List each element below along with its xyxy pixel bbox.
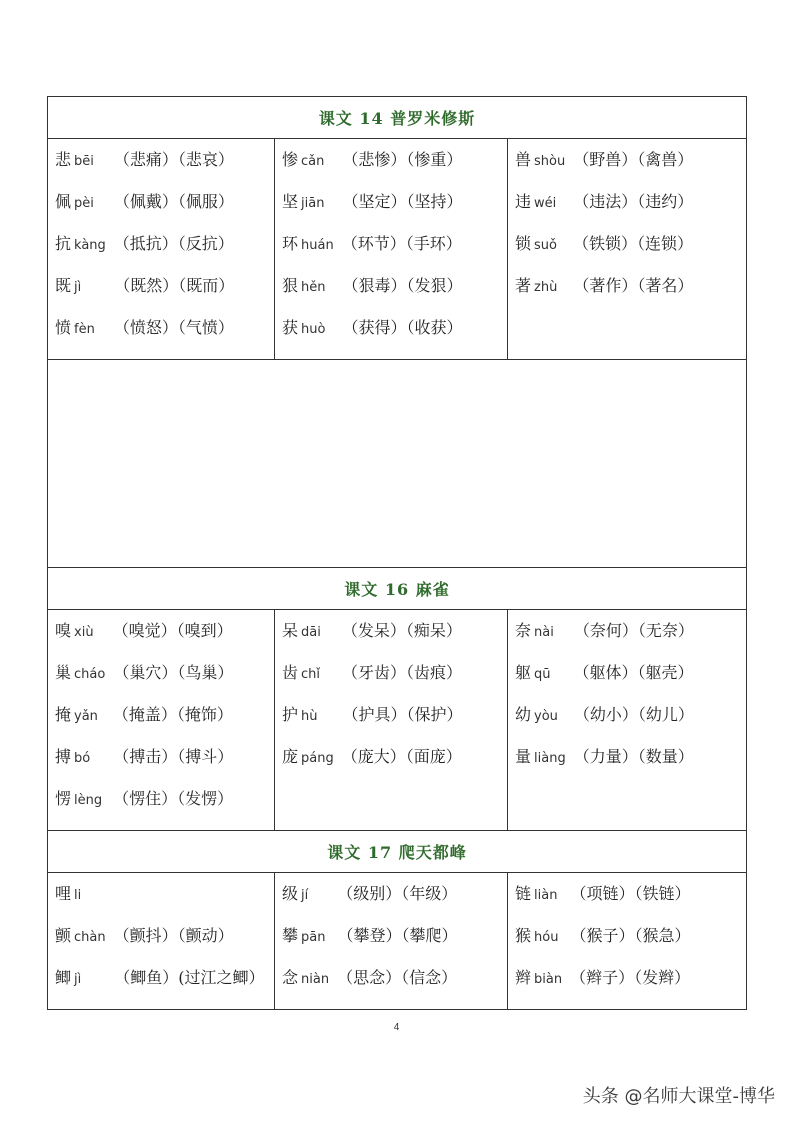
lesson-title: 课文 16 麻雀	[48, 568, 747, 610]
blank-section	[48, 360, 747, 568]
word-entry	[55, 662, 274, 704]
example-words: （获得）（收获）	[342, 318, 463, 337]
word-entry	[282, 149, 507, 191]
character: 既	[55, 276, 72, 295]
example-words: （幼小）（幼儿）	[573, 705, 694, 724]
example-words: （既然）（既而）	[114, 276, 235, 295]
word-entry	[515, 620, 746, 662]
word-entry	[515, 233, 746, 275]
word-entry	[282, 662, 507, 704]
word-entry	[515, 967, 746, 1009]
lesson-title: 课文 14 普罗米修斯	[48, 97, 747, 139]
character: 奈	[515, 621, 532, 640]
word-column	[275, 873, 508, 1010]
pinyin: pān	[301, 930, 326, 945]
pinyin: bó	[74, 751, 91, 766]
word-column	[508, 139, 747, 360]
page-number: 4	[393, 1022, 400, 1033]
word-entry	[55, 620, 274, 662]
watermark: 头条 @名师大课堂-博华	[582, 1086, 775, 1107]
character: 嗅	[55, 621, 72, 640]
word-entry	[55, 317, 274, 359]
word-column	[48, 610, 275, 831]
character: 鲫	[55, 968, 72, 987]
pinyin: hóu	[534, 930, 559, 945]
example-words: （颤抖）（颤动）	[113, 926, 234, 945]
word-entry	[282, 967, 507, 1009]
pinyin: fèn	[74, 322, 95, 337]
character: 念	[282, 968, 299, 987]
example-words: （愤怒）（气愤）	[113, 318, 234, 337]
word-entry	[55, 788, 274, 830]
pinyin: xiù	[74, 625, 94, 640]
character: 颤	[55, 926, 72, 945]
example-words: （坚定）（坚持）	[342, 192, 463, 211]
pinyin: wéi	[534, 196, 557, 211]
word-entry	[282, 275, 507, 317]
pinyin: lèng	[74, 793, 103, 808]
character: 惨	[282, 150, 299, 169]
lesson-title: 课文 17 爬天都峰	[48, 831, 747, 873]
pinyin: li	[74, 888, 82, 903]
pinyin: bēi	[74, 154, 94, 169]
pinyin: jiān	[301, 196, 325, 211]
pinyin: nài	[534, 625, 554, 640]
pinyin: yòu	[534, 709, 558, 724]
word-column	[275, 610, 508, 831]
character: 搏	[55, 747, 72, 766]
example-words: （奈何）（无奈）	[573, 621, 694, 640]
example-words: （庞大）（面庞）	[341, 747, 462, 766]
character: 环	[282, 234, 299, 253]
example-words: （力量）（数量）	[573, 747, 694, 766]
example-words: （愣住）（发愣）	[113, 789, 234, 808]
pinyin: shòu	[534, 154, 566, 169]
word-entry	[282, 233, 507, 275]
pinyin: huán	[301, 238, 334, 253]
character: 链	[515, 884, 532, 903]
pinyin: jì	[74, 972, 82, 987]
example-words: （著作）（著名）	[573, 276, 694, 295]
character: 锁	[515, 234, 532, 253]
word-entry	[282, 883, 507, 925]
example-words: （野兽）（禽兽）	[573, 150, 694, 169]
word-entry	[282, 704, 507, 746]
lesson-row	[48, 610, 747, 831]
example-words: （巢穴）（鸟巢）	[113, 663, 234, 682]
pinyin: liàn	[534, 888, 558, 903]
pinyin: hěn	[301, 280, 326, 295]
word-column	[508, 873, 747, 1010]
pinyin: liàng	[534, 751, 566, 766]
character: 庞	[282, 747, 299, 766]
character: 巢	[55, 663, 72, 682]
word-entry	[55, 233, 274, 275]
pinyin: kàng	[74, 238, 106, 253]
pinyin: cǎn	[301, 154, 325, 169]
character: 狠	[282, 276, 299, 295]
lesson-row	[48, 873, 747, 1010]
character: 愣	[55, 789, 72, 808]
pinyin: qū	[534, 667, 551, 682]
example-words: （铁锁）（连锁）	[572, 234, 693, 253]
example-words: （嗅觉）（嗅到）	[112, 621, 233, 640]
character: 坚	[282, 192, 299, 211]
character: 攀	[282, 926, 299, 945]
word-entry	[55, 704, 274, 746]
word-entry	[515, 883, 746, 925]
example-words: （环节）（手环）	[341, 234, 462, 253]
word-entry	[282, 317, 507, 359]
pinyin: pèi	[74, 196, 94, 211]
word-entry	[282, 191, 507, 233]
example-words: （悲惨）（惨重）	[342, 150, 463, 169]
word-entry	[55, 967, 274, 1009]
example-words: （项链）（铁链）	[570, 884, 691, 903]
pinyin: dāi	[301, 625, 321, 640]
word-column	[48, 139, 275, 360]
word-entry	[515, 925, 746, 967]
character: 级	[282, 884, 299, 903]
example-words: （发呆）（痴呆）	[341, 621, 462, 640]
example-words: （级别）（年级）	[337, 884, 458, 903]
word-entry	[55, 925, 274, 967]
character: 呆	[282, 621, 299, 640]
example-words: （抵抗）（反抗）	[113, 234, 234, 253]
example-words: （鲫鱼）(过江之鲫）	[114, 968, 265, 987]
word-entry	[282, 925, 507, 967]
word-entry	[55, 275, 274, 317]
character: 掩	[55, 705, 72, 724]
word-entry	[55, 191, 274, 233]
pinyin: niàn	[301, 972, 330, 987]
character: 躯	[515, 663, 532, 682]
example-words: （牙齿）（齿痕）	[342, 663, 463, 682]
character: 兽	[515, 150, 532, 169]
word-entry	[515, 704, 746, 746]
word-column	[275, 139, 508, 360]
pinyin: chǐ	[301, 667, 321, 682]
example-words: （攀登）（攀爬）	[337, 926, 458, 945]
character: 佩	[55, 192, 72, 211]
example-words: （悲痛）（悲哀）	[113, 150, 234, 169]
example-words: （违法）（违约）	[573, 192, 694, 211]
example-words: （搏击）（搏斗）	[113, 747, 234, 766]
pinyin: huò	[301, 322, 326, 337]
character: 愤	[55, 318, 72, 337]
character: 护	[282, 705, 299, 724]
pinyin: yǎn	[74, 709, 98, 724]
character: 量	[515, 747, 532, 766]
example-words: （躯体）（躯壳）	[573, 663, 694, 682]
word-column	[48, 873, 275, 1010]
word-entry	[282, 620, 507, 662]
pinyin: biàn	[534, 972, 563, 987]
example-words: （猴子）（猴急）	[570, 926, 691, 945]
character: 猴	[515, 926, 532, 945]
example-words: （掩盖）（掩饰）	[112, 705, 233, 724]
example-words: （狠毒）（发狠）	[342, 276, 463, 295]
word-entry	[55, 746, 274, 788]
word-entry	[282, 746, 507, 788]
word-entry	[515, 191, 746, 233]
character: 齿	[282, 663, 299, 682]
pinyin: páng	[301, 751, 334, 766]
character: 幼	[515, 705, 532, 724]
character: 获	[282, 318, 299, 337]
example-words: （护具）（保护）	[342, 705, 463, 724]
pinyin: jí	[301, 888, 309, 903]
word-entry	[515, 275, 746, 317]
word-entry	[55, 149, 274, 191]
character: 抗	[55, 234, 72, 253]
character: 违	[515, 192, 532, 211]
example-words: （佩戴）（佩服）	[113, 192, 234, 211]
pinyin: zhù	[534, 280, 558, 295]
character: 著	[515, 276, 532, 295]
word-entry	[55, 883, 274, 925]
word-column	[508, 610, 747, 831]
example-words: （辫子）（发辫）	[570, 968, 691, 987]
word-entry	[515, 149, 746, 191]
example-words: （思念）（信念）	[337, 968, 458, 987]
pinyin: suǒ	[534, 238, 557, 253]
word-entry	[515, 746, 746, 788]
word-entry	[515, 662, 746, 704]
pinyin: hù	[301, 709, 318, 724]
character: 悲	[55, 150, 72, 169]
vocabulary-table	[47, 96, 747, 1010]
character: 辫	[515, 968, 532, 987]
character: 哩	[55, 884, 72, 903]
lesson-row	[48, 139, 747, 360]
pinyin: cháo	[74, 667, 106, 682]
pinyin: chàn	[74, 930, 106, 945]
pinyin: jì	[74, 280, 82, 295]
